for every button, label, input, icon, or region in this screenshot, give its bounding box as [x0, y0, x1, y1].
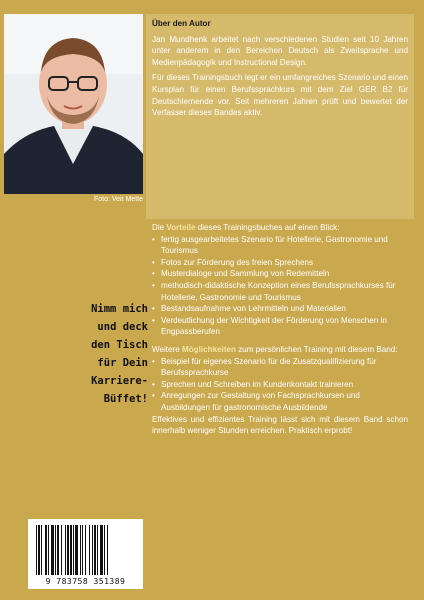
barcode-bar: [67, 525, 69, 575]
list-item: • Bestandsaufnahme von Lehrmitteln und Materialien: [152, 303, 408, 315]
barcode-bar: [107, 525, 108, 575]
barcode-bar: [94, 525, 96, 575]
barcode-bar: [97, 525, 98, 575]
possibilities-list: [152, 356, 408, 414]
list-item: • Anregungen zur Gestaltung von Fachsprachkursen und Ausbildungen für gastronomische Ausbildende: [152, 390, 408, 413]
intro-text: Weitere: [152, 344, 182, 354]
barcode-bar: [51, 525, 54, 575]
advantages-intro: [152, 222, 408, 234]
barcode-bar: [73, 525, 74, 575]
barcode-bar: [61, 525, 62, 575]
barcode-bar: [55, 525, 56, 575]
author-box: [146, 14, 414, 219]
list-item: • Verdeutlichung der Wichtigkeit der Förderung von Menschen in Engpassberufen: [152, 315, 408, 338]
slogan-line: den Tisch: [91, 339, 148, 351]
barcode-bar: [45, 525, 47, 575]
advantages-list: [152, 234, 408, 338]
slogan-line: für Dein: [97, 357, 148, 369]
closing-text: Effektives und effizientes Training lässt sich mit diesem Band schon innerhalb weniger Stunden erreichen. Praktisch erprobt!: [152, 414, 408, 436]
slogan-line: Nimm mich: [91, 303, 148, 315]
list-item: • fertig ausgearbeitetes Szenario für Hotellerie, Gastronomie und Tourismus: [152, 234, 408, 257]
barcode: [28, 519, 143, 589]
possibilities-intro: [152, 344, 408, 356]
list-item: • Beispiel für eigenes Szenario für die Zusatzqualifizierung für Berufssprachkurse: [152, 356, 408, 379]
author-heading: Über den Autor: [152, 19, 211, 28]
list-item: • Musterdialoge und Sammlung von Redemitteln: [152, 268, 408, 280]
barcode-bar: [36, 525, 37, 575]
barcode-bar: [48, 525, 49, 575]
barcode-bar: [100, 525, 103, 575]
intro-text: dieses Trainingsbuches auf einen Blick:: [195, 223, 340, 232]
left-column: [0, 0, 146, 600]
author-portrait-image: [4, 14, 143, 194]
slogan: [58, 300, 148, 408]
right-column: [146, 14, 414, 600]
author-paragraph: Jan Mundhenk arbeitet nach verschiedenen Studien seit 10 Jahren unter anderem in den Bereichen Deutsch als Zweitsprache und Medienpädagogik und Instructional Design.: [152, 34, 408, 67]
author-paragraph: Für dieses Trainingsbuch legt er ein umfangreiches Szenario und einen Kursplan für einen Berufssprachkurs mit dem Ziel GER B2 für Deutschlernende vor. Seit mehreren Jahren prüft und bewertet der Verfasser dieses Bandes aktiv.: [152, 73, 408, 118]
barcode-bar: [70, 525, 72, 575]
barcode-bar: [41, 525, 42, 575]
intro-text: Die: [152, 223, 167, 232]
intro-text: zum persönlichen Training mit diesem Band:: [235, 344, 398, 354]
slogan-line: und deck: [97, 321, 148, 333]
photo-caption: Foto: Veit Mette: [93, 196, 143, 203]
barcode-bar: [85, 525, 86, 575]
barcode-bar: [82, 525, 83, 575]
barcode-bar: [80, 525, 81, 575]
barcode-bar: [92, 525, 93, 575]
barcode-bar: [65, 525, 66, 575]
barcode-bar: [75, 525, 78, 575]
main-text: [146, 219, 414, 437]
possibilities-highlight: Möglichkeiten: [182, 344, 236, 354]
list-item: • Fotos zur Förderung des freien Sprechens: [152, 257, 408, 269]
barcode-bars: [36, 525, 135, 575]
barcode-bar: [57, 525, 59, 575]
barcode-bar: [89, 525, 90, 575]
slogan-line: Karriere-Büffet!: [91, 375, 148, 405]
advantages-highlight: Vorteile: [166, 223, 196, 232]
barcode-bar: [38, 525, 40, 575]
list-item: • Sprechen und Schreiben im Kundenkontakt trainieren: [152, 379, 408, 391]
barcode-bar: [104, 525, 105, 575]
list-item: • methodisch-didaktische Konzeption eines Berufssprachkurses für Hotellerie, Gastronomie und Tourismus: [152, 280, 408, 303]
barcode-number: 9 783758 351389: [45, 577, 126, 586]
author-photo: [4, 14, 143, 194]
